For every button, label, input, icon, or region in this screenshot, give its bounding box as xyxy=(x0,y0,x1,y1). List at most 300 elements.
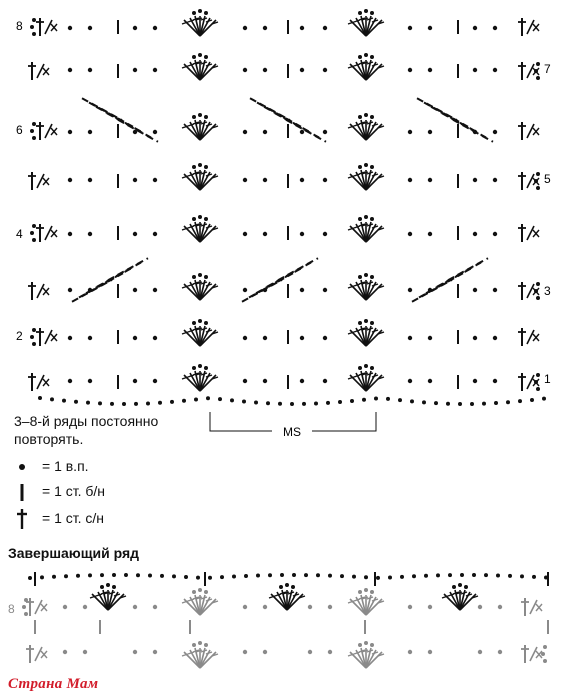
dc-fan-shell xyxy=(348,163,384,190)
chain-dot xyxy=(68,130,72,134)
chain-dot xyxy=(256,574,260,578)
edge-stitch-group xyxy=(521,598,542,616)
chain-dot xyxy=(436,573,440,577)
edge-stitch-group xyxy=(518,328,539,346)
chain-dot xyxy=(364,163,368,167)
chain-dot xyxy=(484,573,488,577)
chain-dot xyxy=(134,402,138,406)
chain-dot xyxy=(32,18,36,22)
chain-dot xyxy=(358,11,362,15)
chain-dot xyxy=(153,379,157,383)
lattice-block xyxy=(417,98,493,142)
chain-dot xyxy=(133,379,137,383)
chain-dot xyxy=(532,575,536,579)
chain-dot xyxy=(32,136,36,140)
chain-dot xyxy=(364,319,368,323)
chain-dot xyxy=(218,397,222,401)
repeat-label: MS xyxy=(283,425,301,439)
chain-dot xyxy=(328,574,332,578)
chain-dot xyxy=(292,573,296,577)
chain-dot xyxy=(370,165,374,169)
chain-dot xyxy=(50,397,54,401)
chain-dot xyxy=(263,68,267,72)
dc-fan-shell xyxy=(269,583,305,610)
chain-dot xyxy=(493,68,497,72)
chain-dot-icon xyxy=(14,456,34,478)
final-row-title: Завершающий ряд xyxy=(8,545,140,561)
chain-dot xyxy=(534,69,538,73)
edge-stitch-group xyxy=(36,328,57,346)
chain-dot xyxy=(24,612,28,616)
chain-dot xyxy=(263,26,267,30)
dc-fan-shell xyxy=(182,319,218,346)
chain-dot xyxy=(198,215,202,219)
chain-dot xyxy=(323,26,327,30)
chain-dot xyxy=(428,26,432,30)
chain-dot xyxy=(28,576,32,580)
chain-dot xyxy=(400,575,404,579)
dc-fan-shell xyxy=(182,9,218,36)
chain-dot xyxy=(243,379,247,383)
chain-dot xyxy=(204,366,208,370)
chain-dot xyxy=(424,574,428,578)
chain-dot xyxy=(300,68,304,72)
chain-dot xyxy=(536,296,540,300)
final-row-number-8: 8 xyxy=(8,602,15,616)
chain-dot xyxy=(232,575,236,579)
chain-dot xyxy=(358,366,362,370)
chain-dot xyxy=(30,231,34,235)
dc-fan-shell xyxy=(90,583,126,610)
chain-dot xyxy=(148,573,152,577)
edge-stitch-group xyxy=(518,122,539,140)
chain-dot xyxy=(230,398,234,402)
chain-dot xyxy=(198,588,202,592)
dc-fan-shell xyxy=(182,641,218,668)
chain-dot xyxy=(68,68,72,72)
edge-stitch-group xyxy=(26,598,47,616)
chain-dot xyxy=(323,288,327,292)
dc-fan-shell xyxy=(348,215,384,242)
chain-dot xyxy=(323,130,327,134)
chain-dot xyxy=(358,321,362,325)
chain-dot xyxy=(308,650,312,654)
chain-dot xyxy=(263,605,267,609)
chain-dot xyxy=(536,373,540,377)
row-number-8: 8 xyxy=(16,19,23,33)
chain-dot xyxy=(408,288,412,292)
chain-dot xyxy=(243,605,247,609)
final-row-chart xyxy=(22,572,548,668)
chain-dot xyxy=(428,232,432,236)
chain-dot xyxy=(198,319,202,323)
chain-dot xyxy=(279,585,283,589)
chain-dot xyxy=(243,650,247,654)
row-number-3: 3 xyxy=(544,284,551,298)
chain-dot xyxy=(448,573,452,577)
legend-sc-text: = 1 ст. б/н xyxy=(42,483,106,499)
chain-dot xyxy=(204,115,208,119)
chain-dot xyxy=(88,336,92,340)
chain-dot xyxy=(304,573,308,577)
chain-dot xyxy=(198,163,202,167)
chain-dot xyxy=(422,400,426,404)
chain-dot xyxy=(133,605,137,609)
chain-dot xyxy=(133,232,137,236)
chain-dot xyxy=(323,379,327,383)
chain-dot xyxy=(493,178,497,182)
chain-dot xyxy=(370,115,374,119)
watermark-logo: Страна Мам xyxy=(8,676,99,692)
chain-dot xyxy=(308,605,312,609)
chain-dot xyxy=(493,130,497,134)
chain-dot xyxy=(32,328,36,332)
chain-dot xyxy=(153,336,157,340)
chain-dot xyxy=(192,115,196,119)
sc-bar-icon xyxy=(14,481,34,503)
chain-dot xyxy=(473,379,477,383)
chain-dot xyxy=(133,650,137,654)
chain-dot xyxy=(263,336,267,340)
chain-dot xyxy=(52,575,56,579)
chain-dot xyxy=(460,573,464,577)
edge-stitch-group xyxy=(518,224,539,242)
chain-dot xyxy=(192,165,196,169)
chain-dot xyxy=(153,232,157,236)
chain-dot xyxy=(192,55,196,59)
chain-dot xyxy=(473,178,477,182)
chain-dot xyxy=(536,62,540,66)
chain-dot xyxy=(182,399,186,403)
chain-dot xyxy=(263,130,267,134)
edge-stitch-group xyxy=(36,122,57,140)
chain-dot xyxy=(204,590,208,594)
chain-dot xyxy=(536,186,540,190)
chain-dot xyxy=(410,399,414,403)
chain-dot xyxy=(204,275,208,279)
chain-dot xyxy=(370,275,374,279)
chain-dot xyxy=(192,217,196,221)
chain-dot xyxy=(452,585,456,589)
chain-dot xyxy=(323,232,327,236)
chain-dot xyxy=(158,401,162,405)
chain-dot xyxy=(473,68,477,72)
chain-dot xyxy=(300,26,304,30)
chain-dot xyxy=(243,336,247,340)
chain-dot xyxy=(328,605,332,609)
lattice-block xyxy=(242,258,318,302)
chain-dot xyxy=(364,588,368,592)
chain-dot xyxy=(106,583,110,587)
edge-stitch-group xyxy=(26,645,47,663)
chain-dot xyxy=(88,26,92,30)
chain-dot xyxy=(370,590,374,594)
chain-dot xyxy=(358,55,362,59)
chain-dot xyxy=(498,605,502,609)
chain-dot xyxy=(192,11,196,15)
chain-dot xyxy=(206,396,210,400)
chain-dot xyxy=(398,398,402,402)
chain-dot xyxy=(408,650,412,654)
chain-dot xyxy=(370,55,374,59)
chain-dot xyxy=(300,130,304,134)
chain-dot xyxy=(196,576,200,580)
lattice-block xyxy=(412,258,488,302)
chain-dot xyxy=(493,26,497,30)
chain-dot xyxy=(243,178,247,182)
chain-dot xyxy=(198,273,202,277)
chain-dot xyxy=(220,575,224,579)
chain-dot xyxy=(133,178,137,182)
chain-dot xyxy=(74,400,78,404)
chain-dot xyxy=(478,650,482,654)
chain-dot xyxy=(136,573,140,577)
chain-dot xyxy=(198,113,202,117)
edge-stitch-group xyxy=(28,282,49,300)
chain-dot xyxy=(278,402,282,406)
chain-dot xyxy=(146,401,150,405)
chain-dot xyxy=(470,402,474,406)
row-number-4: 4 xyxy=(16,227,23,241)
chain-dot xyxy=(464,585,468,589)
dc-fan-shell xyxy=(182,273,218,300)
chain-dot xyxy=(243,130,247,134)
chain-dot xyxy=(376,576,380,580)
chain-dot xyxy=(496,573,500,577)
chain-dot xyxy=(160,574,164,578)
chain-dot xyxy=(68,379,72,383)
chain-dot xyxy=(133,288,137,292)
chain-dot xyxy=(68,288,72,292)
dc-fan-shell xyxy=(348,53,384,80)
chain-dot xyxy=(370,11,374,15)
chain-dot xyxy=(300,288,304,292)
chain-dot xyxy=(198,364,202,368)
chain-dot xyxy=(534,380,538,384)
repeat-note xyxy=(14,412,214,448)
chain-dot xyxy=(364,53,368,57)
chain-dot xyxy=(254,401,258,405)
lattice-block xyxy=(72,258,148,302)
repeat-note-line-2: повторять. xyxy=(14,431,84,447)
dc-fan-shell xyxy=(348,273,384,300)
chain-dot xyxy=(493,232,497,236)
chain-dot xyxy=(88,178,92,182)
chain-dot xyxy=(198,53,202,57)
chain-dot xyxy=(243,68,247,72)
row-number-1: 1 xyxy=(544,372,551,386)
chain-dot xyxy=(153,68,157,72)
chain-dot xyxy=(428,68,432,72)
chain-dot xyxy=(198,9,202,13)
edge-stitch-group xyxy=(36,224,57,242)
chain-dot xyxy=(370,321,374,325)
chain-dot xyxy=(153,178,157,182)
chain-dot xyxy=(38,396,42,400)
chain-dot xyxy=(340,574,344,578)
chain-dot xyxy=(198,641,202,645)
chain-dot xyxy=(153,650,157,654)
chain-dot xyxy=(428,336,432,340)
chain-dot xyxy=(263,379,267,383)
chain-dot xyxy=(323,68,327,72)
edge-stitch-group xyxy=(28,62,49,80)
chain-dot xyxy=(32,342,36,346)
dc-fan-shell xyxy=(182,364,218,391)
legend-chain-text: = 1 в.п. xyxy=(42,458,89,474)
main-pattern-chart xyxy=(28,9,546,406)
chain-dot xyxy=(408,232,412,236)
chain-dot xyxy=(76,574,80,578)
chain-dot xyxy=(63,605,67,609)
chain-dot xyxy=(536,172,540,176)
chain-dot xyxy=(364,273,368,277)
chain-dot xyxy=(100,573,104,577)
chain-dot xyxy=(543,659,547,663)
chain-dot xyxy=(98,401,102,405)
chain-dot xyxy=(204,55,208,59)
chain-dot xyxy=(323,178,327,182)
chain-dot xyxy=(536,76,540,80)
dc-fan-shell xyxy=(182,588,218,615)
chain-dot xyxy=(518,399,522,403)
chain-dot xyxy=(302,402,306,406)
chain-dot xyxy=(408,26,412,30)
chain-dot xyxy=(68,26,72,30)
chain-dot xyxy=(494,401,498,405)
chain-dot xyxy=(194,398,198,402)
chain-dot xyxy=(133,336,137,340)
chain-dot xyxy=(88,573,92,577)
chain-dot xyxy=(153,605,157,609)
chain-dot xyxy=(68,178,72,182)
chain-dot xyxy=(314,402,318,406)
chain-dot xyxy=(530,398,534,402)
chain-dot xyxy=(243,232,247,236)
chain-dot xyxy=(541,652,545,656)
row-number-2: 2 xyxy=(16,329,23,343)
chain-dot xyxy=(83,605,87,609)
chain-dot xyxy=(242,400,246,404)
chain-dot xyxy=(473,288,477,292)
chain-dot xyxy=(170,400,174,404)
chain-dot xyxy=(364,575,368,579)
chain-dot xyxy=(122,402,126,406)
chain-dot xyxy=(285,583,289,587)
lattice-block xyxy=(82,98,158,142)
chain-dot xyxy=(508,574,512,578)
chain-dot xyxy=(358,643,362,647)
dc-fan-shell xyxy=(182,113,218,140)
chain-dot xyxy=(204,217,208,221)
chain-dot xyxy=(263,650,267,654)
chain-dot xyxy=(204,643,208,647)
row-number-7: 7 xyxy=(544,62,551,76)
chain-dot xyxy=(22,605,26,609)
chain-dot xyxy=(30,25,34,29)
chain-dot xyxy=(153,130,157,134)
chain-dot xyxy=(64,574,68,578)
chain-dot xyxy=(192,643,196,647)
dc-fan-shell xyxy=(348,364,384,391)
chain-dot xyxy=(493,288,497,292)
chain-dot xyxy=(124,573,128,577)
chain-dot xyxy=(408,605,412,609)
chain-dot xyxy=(428,130,432,134)
chain-dot xyxy=(364,364,368,368)
chain-dot xyxy=(542,397,546,401)
chain-dot xyxy=(498,650,502,654)
chain-dot xyxy=(32,122,36,126)
chain-dot xyxy=(300,379,304,383)
chain-dot xyxy=(32,238,36,242)
chain-dot xyxy=(350,399,354,403)
chain-dot xyxy=(243,26,247,30)
chain-dot xyxy=(266,401,270,405)
chain-dot xyxy=(408,336,412,340)
chain-dot xyxy=(358,217,362,221)
chain-dot xyxy=(192,275,196,279)
chain-dot xyxy=(192,321,196,325)
chain-dot xyxy=(408,379,412,383)
dc-fan-shell xyxy=(442,583,478,610)
chain-dot xyxy=(153,26,157,30)
chain-dot xyxy=(482,402,486,406)
chain-dot xyxy=(323,336,327,340)
chain-dot xyxy=(68,336,72,340)
chain-dot xyxy=(204,321,208,325)
chain-dot xyxy=(362,398,366,402)
chain-dot xyxy=(192,590,196,594)
chain-dot xyxy=(184,575,188,579)
chain-dot xyxy=(243,288,247,292)
chain-dot xyxy=(30,335,34,339)
chain-dot xyxy=(133,26,137,30)
chain-dot xyxy=(408,178,412,182)
edge-stitch-group xyxy=(36,18,57,36)
row-number-5: 5 xyxy=(544,172,551,186)
chain-dot xyxy=(364,9,368,13)
dc-fan-shell xyxy=(348,9,384,36)
chain-dot xyxy=(386,397,390,401)
chain-dot xyxy=(370,217,374,221)
chain-dot xyxy=(88,130,92,134)
chain-dot xyxy=(364,641,368,645)
dc-fan-shell xyxy=(348,113,384,140)
chain-dot xyxy=(358,590,362,594)
chain-dot xyxy=(536,387,540,391)
chain-dot xyxy=(112,573,116,577)
chain-dot xyxy=(370,643,374,647)
dc-cross-icon xyxy=(14,508,34,530)
chain-dot xyxy=(62,399,66,403)
chain-dot xyxy=(338,400,342,404)
chain-dot xyxy=(86,401,90,405)
chain-dot xyxy=(493,379,497,383)
chain-dot xyxy=(263,232,267,236)
chain-dot xyxy=(40,575,44,579)
chain-dot xyxy=(473,26,477,30)
chain-dot xyxy=(473,336,477,340)
chain-dot xyxy=(100,585,104,589)
chain-dot xyxy=(478,605,482,609)
chain-dot xyxy=(408,130,412,134)
chain-dot xyxy=(534,289,538,293)
chain-dot xyxy=(446,402,450,406)
chain-dot xyxy=(364,113,368,117)
chain-dot xyxy=(268,573,272,577)
chain-dot xyxy=(112,585,116,589)
